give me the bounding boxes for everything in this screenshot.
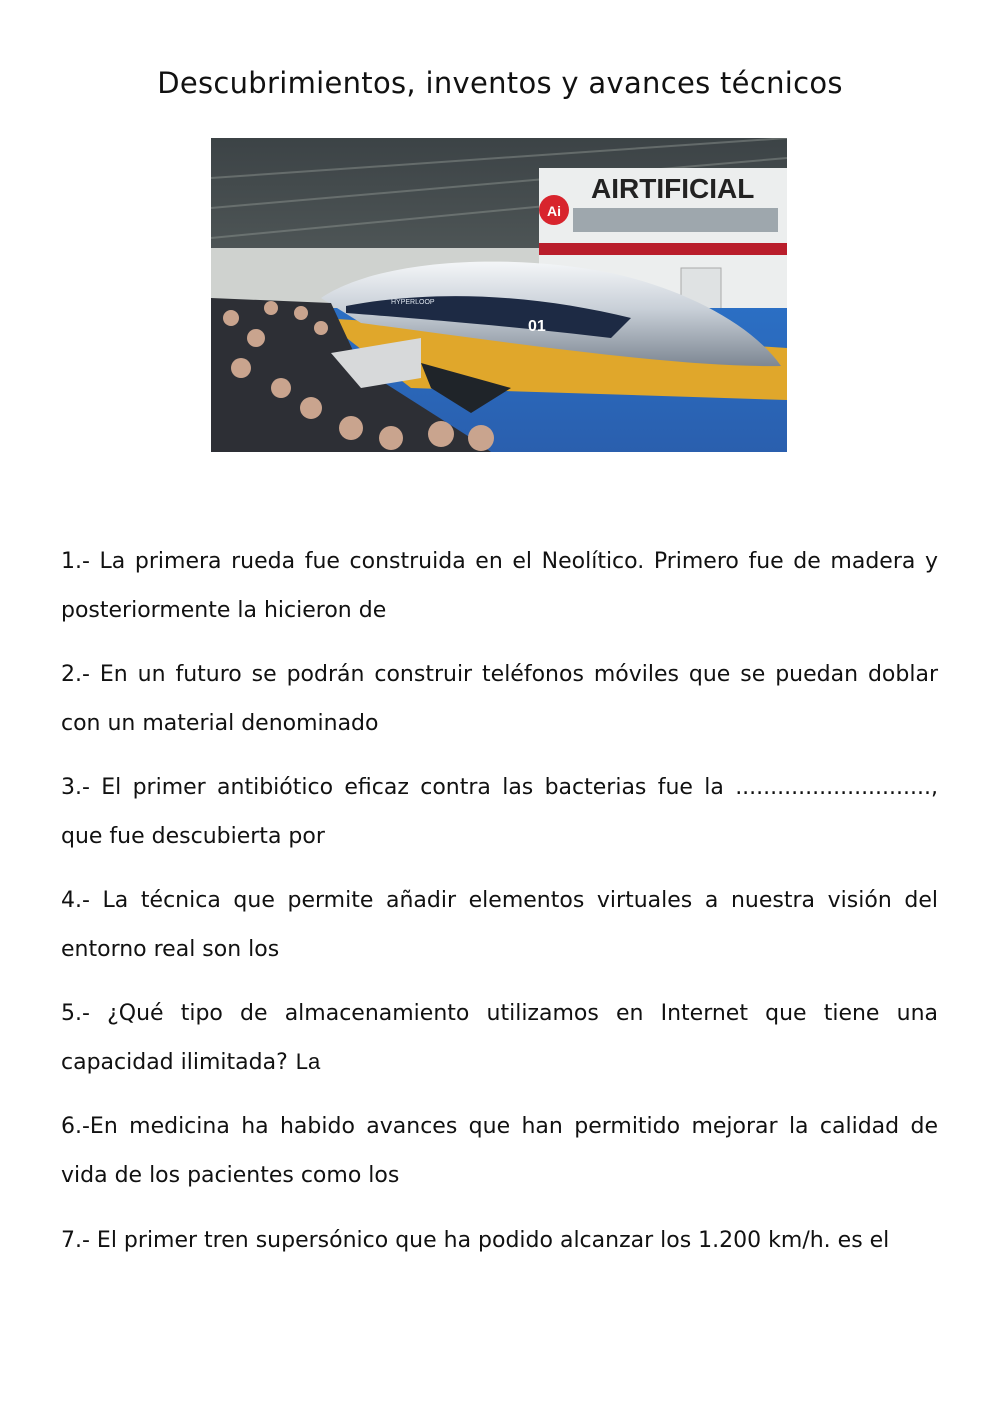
hyperloop-capsule-illustration xyxy=(211,138,787,452)
question-list xyxy=(61,538,938,1281)
question-5: 5.- ¿Qué tipo de almacenamiento utilizamos en Internet que tiene una capacidad ilimitada? La xyxy=(61,1001,938,1075)
page-title: Descubrimientos, inventos y avances técnicos xyxy=(157,66,843,100)
question-2: 2.- En un futuro se podrán construir teléfonos móviles que se puedan doblar con un material denominado xyxy=(61,662,938,736)
svg-text:AIRTIFICIAL: AIRTIFICIAL xyxy=(591,173,755,204)
question-3: 3.- El primer antibiótico eficaz contra las bacterias fue la ............................, que fue descubierta por xyxy=(61,775,938,849)
hyperloop-photo xyxy=(211,138,787,452)
answer-blank-5[interactable]: La xyxy=(295,1049,321,1074)
question-7: 7.- El primer tren supersónico que ha podido alcanzar los 1.200 km/h. es el xyxy=(61,1228,890,1253)
svg-text:01: 01 xyxy=(528,318,546,335)
question-4: 4.- La técnica que permite añadir elementos virtuales a nuestra visión del entorno real son los xyxy=(61,888,938,962)
svg-text:HYPERLOOP: HYPERLOOP xyxy=(391,299,435,306)
question-1: 1.- La primera rueda fue construida en el Neolítico. Primero fue de madera y posteriormente la hicieron de xyxy=(61,549,938,623)
question-6: 6.-En medicina ha habido avances que han permitido mejorar la calidad de vida de los pacientes como los xyxy=(61,1114,938,1188)
svg-text:Ai: Ai xyxy=(547,203,561,219)
